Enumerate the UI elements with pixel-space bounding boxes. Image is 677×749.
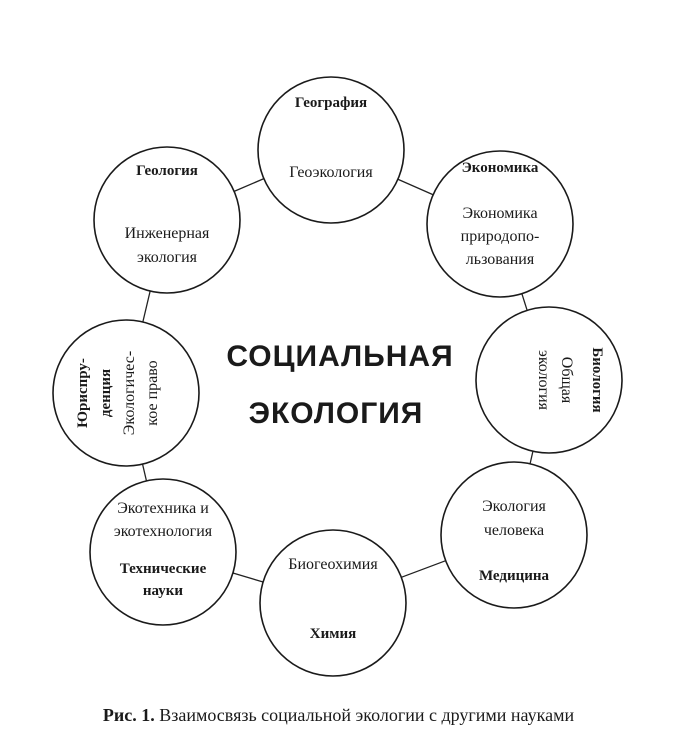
science-name-law: Юриспру- [75,358,91,428]
center-title-line-1: СОЦИАЛЬНАЯ [226,340,454,373]
subfield-name-economics: льзования [465,251,535,268]
connector-chemistry-technical [233,573,263,582]
subfield-name-economics: природопо- [460,228,540,245]
science-name-medicine: Медицина [478,568,550,584]
subfield-name-geology: экология [136,249,198,266]
connector-law-geology [143,291,150,322]
science-node-chemistry [260,530,406,676]
science-name-geology: Геология [136,163,198,179]
subfield-name-geography: Геоэкология [289,164,373,181]
subfield-name-law: кое право [144,360,161,426]
center-title [226,340,453,430]
subfield-name-medicine: человека [483,522,545,539]
science-name-geography: География [294,95,368,111]
science-name-technical: науки [142,583,184,599]
connector-geography-economics [398,179,433,194]
subfield-name-chemistry: Биогеохимия [288,556,378,573]
figure-caption-label: Рис. 1. [102,705,155,725]
science-node-economics [427,151,573,297]
connector-biology-medicine [530,451,533,464]
subfield-name-economics: Экономика [462,205,538,222]
subfield-name-geology: Инженерная [124,225,210,242]
science-name-law: денция [98,368,114,418]
science-node-medicine [441,462,587,608]
science-node-geography [258,77,404,223]
connector-economics-biology [522,294,527,311]
science-node-law [53,320,199,466]
figure-caption [0,705,677,726]
science-name-chemistry: Химия [309,626,357,642]
subfield-name-technical: экотехнология [113,523,213,540]
subfield-name-biology: Общая [558,356,575,404]
center-title-line-2: ЭКОЛОГИЯ [248,397,424,430]
subfield-name-law: Экологичес- [121,350,138,436]
science-node-technical [90,479,236,625]
science-name-biology: Биология [589,347,605,413]
subfield-name-biology: экология [535,349,552,411]
connector-geology-geography [234,179,264,192]
subfield-name-medicine: Экология [482,498,546,515]
figure-caption-text: Взаимосвязь социальной экологии с другими науками [154,705,575,725]
science-node-geology [94,147,240,293]
science-circles [53,77,622,676]
subfield-name-technical: Экотехника и [117,500,209,517]
science-circle-chemistry [260,530,406,676]
science-name-technical: Технические [119,561,207,577]
connector-medicine-chemistry [401,561,445,578]
science-node-biology [476,307,622,453]
science-name-economics: Экономика [461,160,539,176]
connector-technical-law [143,464,147,481]
